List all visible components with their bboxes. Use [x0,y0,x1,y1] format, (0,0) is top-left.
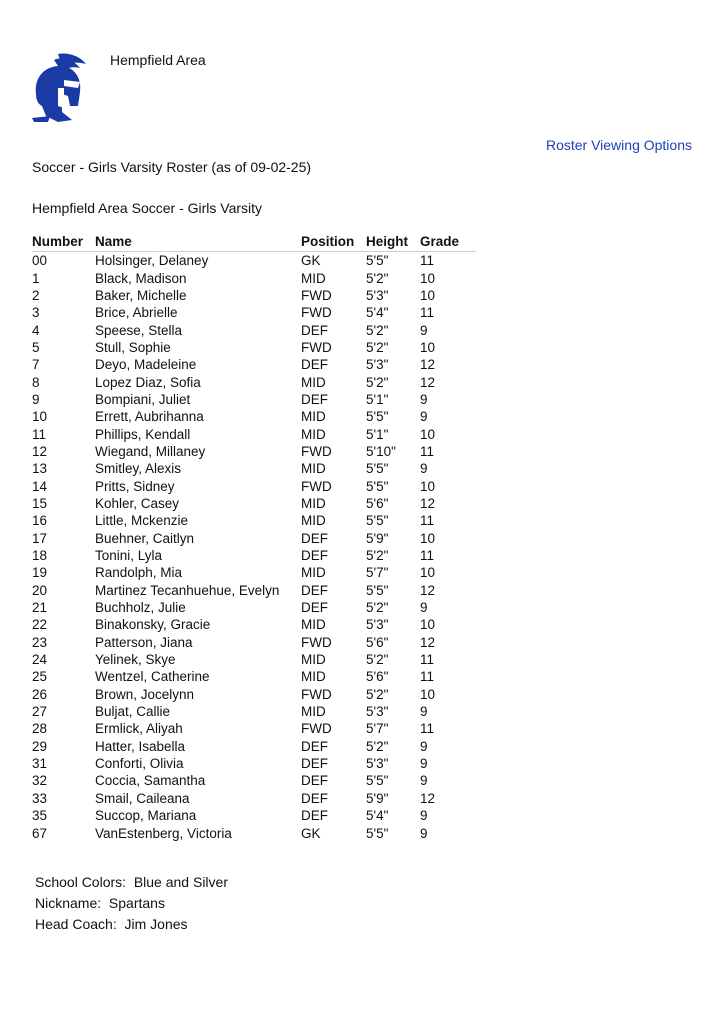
player-grade: 9 [420,825,428,841]
player-name: Errett, Aubrihanna [95,409,204,425]
player-number: 32 [32,773,48,789]
player-position: FWD [301,443,332,459]
player-number: 16 [32,513,48,529]
table-row [32,373,476,390]
player-number: 19 [32,565,48,581]
player-position: MID [301,617,326,633]
player-height: 5'2" [366,600,389,616]
player-position: DEF [301,548,328,564]
player-number: 4 [32,322,40,338]
team-line: Hempfield Area Soccer - Girls Varsity [32,200,263,216]
player-position: FWD [301,478,332,494]
player-height: 5'2" [366,270,389,286]
player-grade: 9 [420,704,428,720]
player-name: Buchholz, Julie [95,600,186,616]
table-header-row [32,233,476,252]
player-position: MID [301,461,326,477]
player-number: 3 [32,305,40,321]
table-row [32,755,476,772]
player-number: 2 [32,287,40,303]
player-height: 5'5" [366,513,389,529]
player-height: 5'3" [366,704,389,720]
player-height: 5'4" [366,305,389,321]
player-number: 33 [32,790,48,806]
roster-table [32,233,476,842]
player-height: 5'5" [366,409,389,425]
player-number: 28 [32,721,48,737]
nickname: Nickname: Spartans [35,895,165,911]
table-row [32,252,476,270]
table-row [32,703,476,720]
player-grade: 9 [420,738,428,754]
player-position: MID [301,704,326,720]
player-name: Little, Mckenzie [95,513,189,529]
column-header-position: Position [301,233,366,252]
school-colors: School Colors: Blue and Silver [35,874,228,890]
player-name: Binakonsky, Gracie [95,617,211,633]
player-grade: 11 [420,443,435,459]
player-position: MID [301,426,326,442]
player-height: 5'5" [366,825,389,841]
player-height: 5'10" [366,443,396,459]
player-grade: 11 [420,652,435,668]
player-grade: 10 [420,617,436,633]
player-name: Patterson, Jiana [95,634,193,650]
player-position: FWD [301,339,332,355]
player-number: 35 [32,808,48,824]
player-number: 13 [32,461,48,477]
table-row [32,425,476,442]
head-coach: Head Coach: Jim Jones [35,916,188,932]
player-grade: 11 [420,513,435,529]
player-height: 5'2" [366,738,389,754]
column-header-name: Name [95,233,301,252]
column-header-number: Number [32,233,95,252]
player-number: 67 [32,825,48,841]
player-position: DEF [301,773,328,789]
player-position: DEF [301,582,328,598]
team-info [35,872,228,935]
player-height: 5'3" [366,287,389,303]
player-position: DEF [301,808,328,824]
player-name: VanEstenberg, Victoria [95,825,232,841]
player-position: FWD [301,686,332,702]
player-position: MID [301,374,326,390]
player-position: DEF [301,756,328,772]
player-position: DEF [301,322,328,338]
player-grade: 12 [420,495,436,511]
table-row [32,807,476,824]
player-position: DEF [301,357,328,373]
player-height: 5'6" [366,495,389,511]
player-position: MID [301,409,326,425]
player-name: Yelinek, Skye [95,652,176,668]
player-position: GK [301,825,321,841]
player-number: 17 [32,530,48,546]
player-name: Buehner, Caitlyn [95,530,195,546]
player-name: Randolph, Mia [95,565,183,581]
player-position: DEF [301,790,328,806]
player-grade: 9 [420,391,428,407]
table-row [32,530,476,547]
player-number: 23 [32,634,48,650]
player-height: 5'2" [366,548,389,564]
player-grade: 11 [420,305,435,321]
player-name: Holsinger, Delaney [95,253,209,269]
player-position: FWD [301,721,332,737]
player-name: Deyo, Madeleine [95,357,197,373]
table-row [32,634,476,651]
player-height: 5'6" [366,634,389,650]
roster-viewing-options-link[interactable]: Roster Viewing Options [545,137,692,153]
player-grade: 10 [420,686,436,702]
column-header-grade: Grade [420,233,476,252]
player-position: FWD [301,305,332,321]
player-number: 24 [32,652,48,668]
player-grade: 12 [420,634,436,650]
player-number: 00 [32,253,48,269]
player-position: DEF [301,738,328,754]
player-name: Tonini, Lyla [95,548,163,564]
player-grade: 9 [420,808,428,824]
table-row [32,790,476,807]
player-number: 31 [32,756,48,772]
player-number: 20 [32,582,48,598]
player-name: Martinez Tecanhuehue, Evelyn [95,582,280,598]
player-height: 5'5" [366,253,389,269]
player-name: Speese, Stella [95,322,183,338]
player-number: 25 [32,669,48,685]
player-name: Smitley, Alexis [95,461,182,477]
spartan-helmet-icon [28,50,92,126]
player-grade: 10 [420,478,436,494]
player-grade: 11 [420,669,435,685]
player-grade: 10 [420,530,436,546]
table-row [32,391,476,408]
player-name: Brown, Jocelynn [95,686,195,702]
player-position: MID [301,652,326,668]
player-name: Pritts, Sidney [95,478,175,494]
player-name: Conforti, Olivia [95,756,184,772]
player-name: Ermlick, Aliyah [95,721,183,737]
table-row [32,582,476,599]
player-height: 5'5" [366,461,389,477]
table-row [32,738,476,755]
table-row [32,321,476,338]
player-position: DEF [301,600,328,616]
player-grade: 11 [420,548,435,564]
roster-title: Soccer - Girls Varsity Roster (as of 09-02-25) [32,159,312,175]
table-row [32,304,476,321]
table-row [32,339,476,356]
player-height: 5'4" [366,808,389,824]
player-number: 15 [32,495,48,511]
player-position: MID [301,495,326,511]
player-position: MID [301,513,326,529]
player-height: 5'2" [366,339,389,355]
table-row [32,443,476,460]
player-number: 26 [32,686,48,702]
player-height: 5'3" [366,756,389,772]
player-grade: 9 [420,322,428,338]
player-number: 18 [32,548,48,564]
player-number: 14 [32,478,48,494]
player-height: 5'7" [366,721,389,737]
player-grade: 11 [420,253,435,269]
table-row [32,651,476,668]
player-number: 27 [32,704,48,720]
table-row [32,564,476,581]
player-height: 5'3" [366,357,389,373]
player-number: 22 [32,617,48,633]
table-row [32,668,476,685]
player-height: 5'1" [366,426,389,442]
player-position: DEF [301,530,328,546]
player-name: Bompiani, Juliet [95,391,191,407]
table-row [32,408,476,425]
player-grade: 10 [420,426,436,442]
player-height: 5'9" [366,530,389,546]
player-name: Wentzel, Catherine [95,669,210,685]
player-height: 5'9" [366,790,389,806]
player-number: 29 [32,738,48,754]
player-name: Coccia, Samantha [95,773,206,789]
player-height: 5'1" [366,391,389,407]
player-grade: 10 [420,270,436,286]
player-position: GK [301,253,321,269]
player-position: FWD [301,634,332,650]
player-grade: 9 [420,600,428,616]
player-position: FWD [301,287,332,303]
player-position: DEF [301,391,328,407]
player-number: 21 [32,600,48,616]
table-row [32,512,476,529]
player-grade: 11 [420,721,435,737]
player-number: 10 [32,409,48,425]
column-header-height: Height [366,233,420,252]
player-number: 8 [32,374,40,390]
player-name: Phillips, Kendall [95,426,191,442]
player-grade: 9 [420,409,428,425]
player-name: Kohler, Casey [95,495,180,511]
table-row [32,287,476,304]
player-grade: 10 [420,565,436,581]
player-name: Lopez Diaz, Sofia [95,374,201,390]
player-number: 7 [32,357,40,373]
player-grade: 12 [420,790,436,806]
player-height: 5'5" [366,773,389,789]
table-row [32,599,476,616]
player-name: Buljat, Callie [95,704,171,720]
table-row [32,477,476,494]
player-grade: 9 [420,756,428,772]
table-row [32,269,476,286]
player-name: Stull, Sophie [95,339,171,355]
player-name: Brice, Abrielle [95,305,178,321]
player-height: 5'2" [366,322,389,338]
table-row [32,824,476,841]
player-name: Smail, Caileana [95,790,190,806]
table-row [32,460,476,477]
player-grade: 12 [420,582,436,598]
player-height: 5'5" [366,478,389,494]
player-name: Wiegand, Millaney [95,443,206,459]
table-row [32,547,476,564]
school-name: Hempfield Area [110,52,206,68]
player-position: MID [301,565,326,581]
table-row [32,616,476,633]
player-height: 5'2" [366,686,389,702]
player-grade: 9 [420,461,428,477]
player-grade: 9 [420,773,428,789]
player-height: 5'6" [366,669,389,685]
player-name: Succop, Mariana [95,808,197,824]
player-number: 11 [32,426,47,442]
player-height: 5'2" [366,652,389,668]
player-name: Black, Madison [95,270,187,286]
player-grade: 10 [420,339,436,355]
player-position: MID [301,270,326,286]
player-grade: 12 [420,374,436,390]
table-row [32,772,476,789]
player-number: 12 [32,443,48,459]
table-row [32,495,476,512]
player-name: Baker, Michelle [95,287,187,303]
table-row [32,356,476,373]
player-height: 5'5" [366,582,389,598]
player-number: 1 [32,270,40,286]
player-height: 5'2" [366,374,389,390]
player-grade: 10 [420,287,436,303]
player-number: 5 [32,339,40,355]
table-row [32,686,476,703]
player-name: Hatter, Isabella [95,738,186,754]
player-position: MID [301,669,326,685]
player-height: 5'3" [366,617,389,633]
player-grade: 12 [420,357,436,373]
player-number: 9 [32,391,40,407]
player-height: 5'7" [366,565,389,581]
table-row [32,720,476,737]
